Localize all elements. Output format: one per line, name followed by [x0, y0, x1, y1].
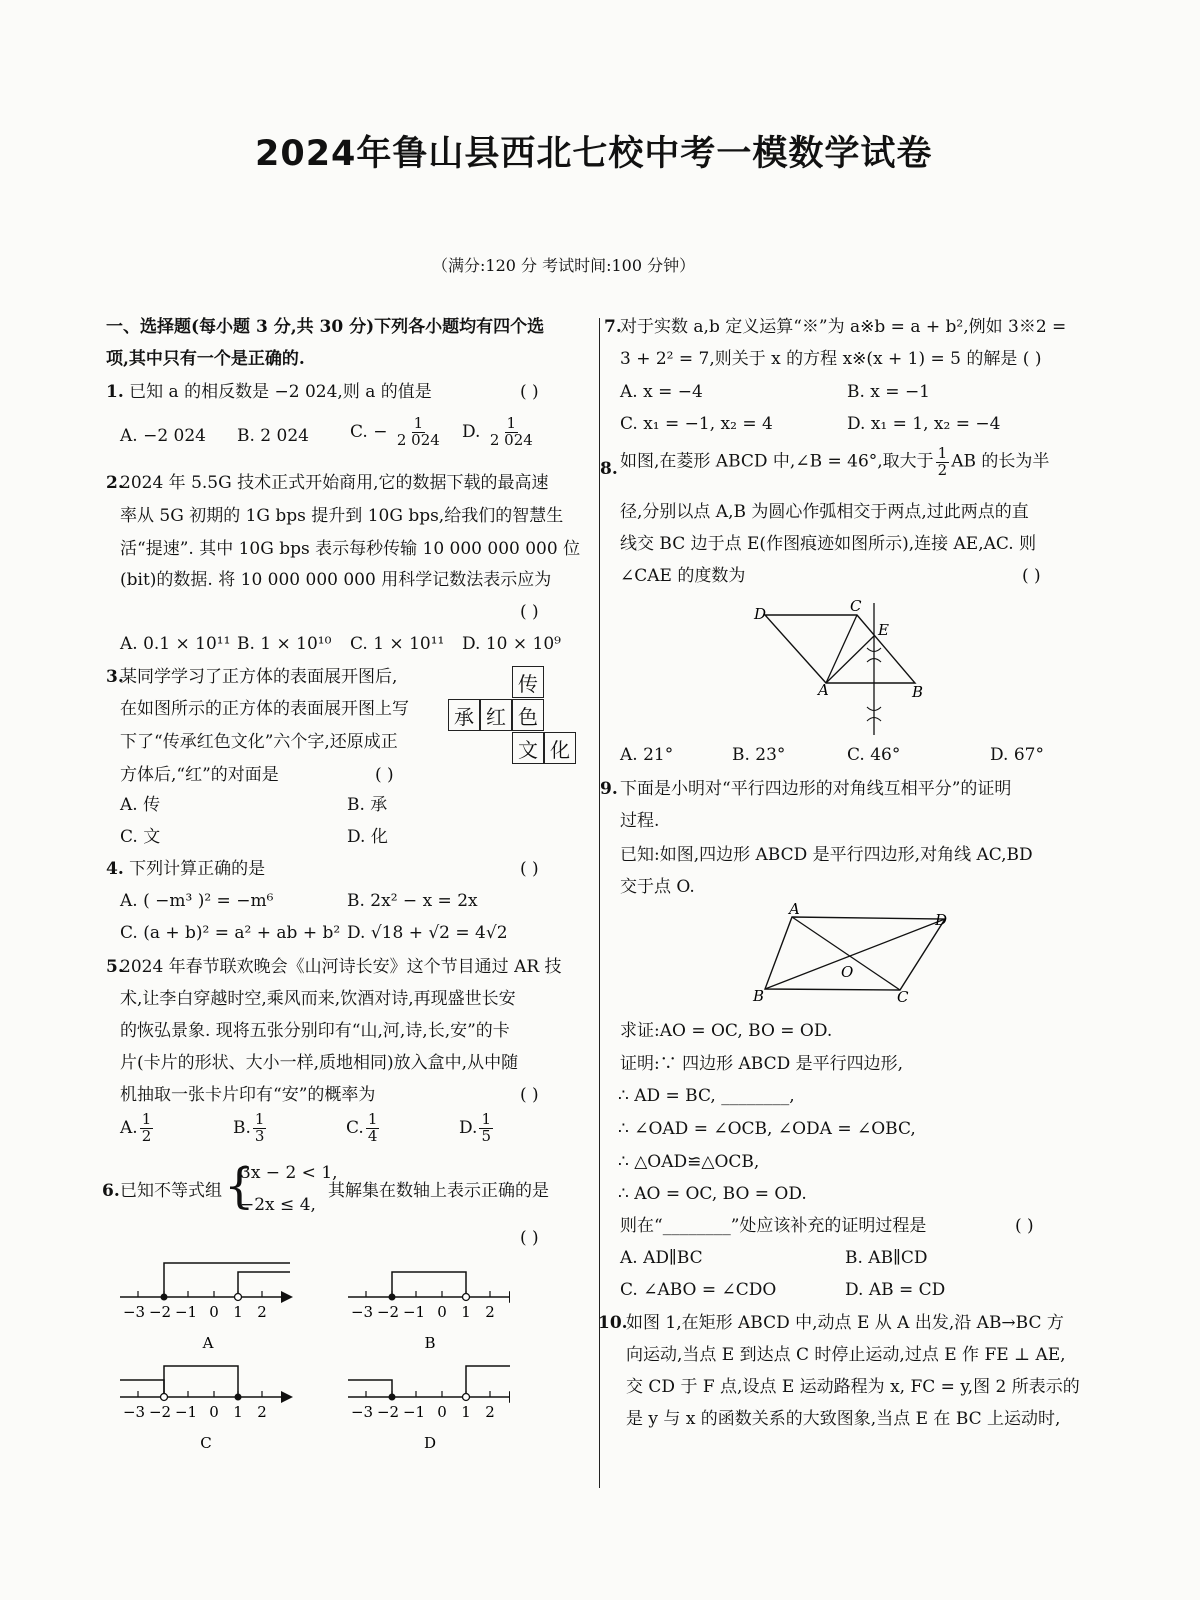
question-8-line1: [620, 446, 1049, 479]
question-text: 已知 a 的相反数是 −2 024,则 a 的值是: [129, 382, 432, 402]
question-number: 9.: [600, 779, 618, 799]
question-2-line: 率从 5G 初期的 1G bps 提升到 10G bps,给我们的智慧生: [120, 506, 564, 526]
figure-label: A: [202, 1334, 214, 1352]
question-10-line: 向运动,当点 E 到达点 C 时停止运动,过点 E 作 FE ⊥ AE,: [626, 1345, 1066, 1365]
option-b: B. 2x² − x = 2x: [347, 891, 478, 911]
point-label: C: [897, 988, 909, 1006]
question-3-line: 下了“传承红色文化”六个字,还原成正: [120, 732, 398, 752]
tick-label: 0: [209, 1403, 219, 1421]
question-9-line1: 下面是小明对“平行四边形的对角线互相平分”的证明: [620, 779, 1012, 799]
question-5-line: 机抽取一张卡片印有“安”的概率为: [120, 1085, 376, 1105]
question-9-prove: 求证:AO = OC, BO = OD.: [620, 1021, 833, 1041]
question-6-post: 其解集在数轴上表示正确的是: [328, 1181, 549, 1201]
question-8-line: ∠CAE 的度数为: [620, 566, 746, 586]
answer-bracket: ( ): [1022, 566, 1041, 586]
option-d: [459, 1112, 495, 1145]
page-title: 2024年鲁山县西北七校中考一模数学试卷: [255, 134, 933, 174]
parallelogram-figure: [745, 903, 960, 1008]
question-10-line: 是 y 与 x 的函数关系的大致图象,当点 E 在 BC 上运动时,: [626, 1409, 1061, 1429]
proof-line: 证明:∵ 四边形 ABCD 是平行四边形,: [620, 1054, 904, 1074]
numerator: 1: [481, 1110, 491, 1128]
option-b: B. 23°: [732, 745, 786, 765]
net-cell: 色: [512, 699, 544, 731]
net-cell: 文: [512, 732, 544, 764]
option-c-prefix: C. −: [350, 421, 388, 442]
figure-label: C: [200, 1434, 212, 1452]
option-b-prefix: B.: [233, 1117, 251, 1138]
tick-label: −1: [402, 1303, 426, 1321]
option-a-prefix: A.: [120, 1117, 138, 1138]
tick-label: 0: [209, 1303, 219, 1321]
question-number: 4.: [106, 859, 124, 879]
tick-label: 0: [437, 1303, 447, 1321]
numerator: 1: [506, 414, 517, 432]
answer-bracket: ( ): [375, 765, 394, 785]
option-c: [350, 416, 444, 449]
question-number: 8.: [600, 459, 618, 479]
question-9-line2: 过程.: [620, 811, 660, 831]
tick-label: 2: [257, 1303, 267, 1321]
option-d: D. x₁ = 1, x₂ = −4: [847, 414, 1001, 434]
question-number: 5.: [106, 957, 124, 977]
question-8-text: 如图,在菱形 ABCD 中,∠B = 46°,取大于: [620, 451, 934, 472]
tick-label: −1: [174, 1303, 198, 1321]
point-label: C: [850, 597, 862, 615]
proof-line: ∴ ∠OAD = ∠OCB, ∠ODA = ∠OBC,: [618, 1119, 916, 1139]
answer-bracket: ( ): [520, 1085, 539, 1105]
denominator: 5: [481, 1126, 491, 1145]
net-cell: 红: [480, 699, 512, 731]
question-text: 下列计算正确的是: [129, 859, 266, 879]
numerator: 1: [937, 444, 948, 462]
tick-label: 1: [461, 1303, 471, 1321]
section-heading-line1: 一、选择题(每小题 3 分,共 30 分)下列各小题均有四个选: [106, 317, 545, 337]
denominator: 2: [937, 460, 948, 479]
question-5-line: 的恢弘景象. 现将五张分别印有“山,河,诗,长,安”的卡: [120, 1021, 510, 1041]
option-a: A. 21°: [620, 745, 674, 765]
tick-label: 2: [485, 1403, 495, 1421]
question-1: [106, 383, 432, 403]
question-9-given2: 交于点 O.: [620, 877, 695, 897]
question-3-line: 某同学学习了正方体的表面展开图后,: [120, 667, 398, 687]
number-line-c: [120, 1366, 290, 1452]
point-label: D: [754, 605, 767, 623]
point-label: D: [935, 911, 948, 929]
tick-label: −3: [350, 1303, 374, 1321]
option-c: C. (a + b)² = a² + ab + b²: [120, 923, 341, 943]
option-b: B. 2 024: [237, 426, 309, 446]
tick-label: 2: [485, 1303, 495, 1321]
question-number: 1.: [106, 382, 124, 402]
option-a: A. ( −m³ )² = −m⁶: [120, 891, 274, 911]
option-d: D. √18 + √2 = 4√2: [347, 923, 508, 943]
figure-label: B: [424, 1334, 436, 1352]
tick-label: −3: [350, 1403, 374, 1421]
inequality-1: 3x − 2 < 1,: [240, 1163, 338, 1183]
question-8-line: 线交 BC 边于点 E(作图痕迹如图所示),连接 AE,AC. 则: [620, 534, 1037, 554]
answer-bracket: ( ): [520, 602, 539, 622]
number-line-d: [348, 1366, 510, 1452]
answer-bracket: ( ): [1015, 1216, 1034, 1236]
option-d: [462, 416, 537, 449]
question-number: 7.: [604, 317, 622, 337]
option-c-prefix: C.: [346, 1117, 364, 1138]
fraction: [479, 1112, 493, 1145]
question-2-line: 活“提速”. 其中 10G bps 表示每秒传输 10 000 000 000 位: [120, 539, 581, 559]
question-5-line: 片(卡片的形状、大小一样,质地相同)放入盒中,从中随: [120, 1053, 519, 1073]
question-7-line2: 3 + 2² = 7,则关于 x 的方程 x※(x + 1) = 5 的解是 ( ): [620, 349, 1042, 369]
fraction: [395, 416, 442, 449]
option-b: B. 1 × 10¹⁰: [237, 634, 332, 654]
option-a: A. −2 024: [120, 426, 206, 446]
section-heading-line2: 项,其中只有一个是正确的.: [106, 349, 305, 369]
point-label: O: [841, 963, 854, 981]
point-label: A: [789, 903, 800, 918]
question-number: 6.: [102, 1181, 120, 1201]
tick-label: −3: [122, 1403, 146, 1421]
rhombus-figure: [740, 595, 940, 745]
denominator: 3: [254, 1126, 265, 1145]
point-label: B: [912, 683, 924, 701]
option-a: [120, 1112, 155, 1145]
number-line-a: [120, 1263, 290, 1352]
point-label: B: [753, 987, 765, 1005]
tick-label: −2: [376, 1303, 400, 1321]
option-b: [233, 1112, 268, 1145]
option-c: C. ∠ABO = ∠CDO: [620, 1280, 777, 1300]
figure-label: D: [423, 1434, 437, 1452]
number-line-b: [348, 1272, 510, 1352]
option-d-prefix: D.: [459, 1117, 478, 1138]
system-brace: {: [224, 1158, 255, 1214]
option-a: A. x = −4: [620, 382, 703, 402]
option-d: D. 10 × 10⁹: [462, 634, 561, 654]
option-c: C. x₁ = −1, x₂ = 4: [620, 414, 773, 434]
denominator: 2 024: [396, 430, 440, 449]
question-3-line: 方体后,“红”的对面是: [120, 765, 279, 785]
fraction: [936, 446, 950, 479]
option-d: D. 化: [347, 827, 388, 847]
numerator: 1: [141, 1110, 152, 1128]
option-d-prefix: D.: [462, 421, 481, 442]
proof-line: ∴ △OAD≌△OCB,: [618, 1152, 760, 1172]
option-a: A. AD∥BC: [620, 1248, 703, 1268]
proof-line: ∴ AD = BC, ________,: [618, 1086, 795, 1106]
option-c: C. 文: [120, 827, 161, 847]
tick-label: 1: [461, 1403, 471, 1421]
question-8-text: AB 的长为半: [951, 451, 1050, 472]
tick-label: −2: [148, 1303, 172, 1321]
fraction: [253, 1112, 267, 1145]
question-3-line: 在如图所示的正方体的表面展开图上写: [120, 699, 409, 719]
denominator: 2: [141, 1126, 152, 1145]
option-a: A. 传: [120, 795, 161, 815]
question-9-given1: 已知:如图,四边形 ABCD 是平行四边形,对角线 AC,BD: [620, 845, 1033, 865]
answer-bracket: ( ): [520, 1228, 539, 1248]
tick-label: −2: [148, 1403, 172, 1421]
numerator: 1: [413, 414, 424, 432]
inequality-2: −2x ≤ 4,: [240, 1195, 316, 1215]
question-4: [106, 860, 265, 880]
question-9-ask: 则在“________”处应该补充的证明过程是: [620, 1216, 927, 1236]
fraction: [366, 1112, 380, 1145]
numerator: 1: [367, 1110, 378, 1128]
exam-info: （满分:120 分 考试时间:100 分钟）: [432, 256, 696, 275]
net-cell: 化: [544, 732, 576, 764]
question-6-pre: 已知不等式组: [120, 1181, 222, 1201]
option-b: B. AB∥CD: [845, 1248, 928, 1268]
tick-label: −1: [402, 1403, 426, 1421]
tick-label: −1: [174, 1403, 198, 1421]
net-cell: 传: [512, 666, 544, 698]
question-5-line: 2024 年春节联欢晚会《山河诗长安》这个节目通过 AR 技: [120, 957, 562, 977]
tick-label: −2: [376, 1403, 400, 1421]
question-8-line: 径,分别以点 A,B 为圆心作弧相交于两点,过此两点的直: [620, 502, 1029, 522]
tick-label: 1: [233, 1403, 243, 1421]
option-d: D. AB = CD: [845, 1280, 946, 1300]
tick-label: 2: [257, 1403, 267, 1421]
question-number: 3.: [106, 667, 124, 687]
net-cell: 承: [448, 699, 480, 731]
tick-label: 0: [437, 1403, 447, 1421]
question-5-line: 术,让李白穿越时空,乘风而来,饮酒对诗,再现盛世长安: [120, 989, 516, 1009]
question-2-line: 2024 年 5.5G 技术正式开始商用,它的数据下载的最高速: [120, 473, 549, 493]
question-number: 2.: [106, 473, 124, 493]
question-7-line1: 对于实数 a,b 定义运算“※”为 a※b = a + b²,例如 3※2 =: [620, 317, 1067, 337]
fraction: [488, 416, 535, 449]
tick-label: −3: [122, 1303, 146, 1321]
proof-line: ∴ AO = OC, BO = OD.: [618, 1184, 807, 1204]
point-label: A: [818, 681, 829, 699]
question-2-line: (bit)的数据. 将 10 000 000 000 用科学记数法表示应为: [120, 570, 552, 590]
option-c: [346, 1112, 381, 1145]
denominator: 2 024: [489, 430, 533, 449]
option-b: B. 承: [347, 795, 388, 815]
answer-bracket: ( ): [520, 859, 539, 879]
denominator: 4: [367, 1126, 378, 1145]
fraction: [140, 1112, 154, 1145]
option-b: B. x = −1: [847, 382, 930, 402]
question-10-line: 如图 1,在矩形 ABCD 中,动点 E 从 A 出发,沿 AB→BC 方: [626, 1313, 1064, 1333]
numerator: 1: [254, 1110, 265, 1128]
answer-bracket: ( ): [520, 382, 539, 402]
option-c: C. 1 × 10¹¹: [350, 634, 445, 654]
question-number: 10.: [598, 1313, 628, 1333]
option-c: C. 46°: [847, 745, 901, 765]
question-10-line: 交 CD 于 F 点,设点 E 运动路程为 x, FC = y,图 2 所表示的: [626, 1377, 1080, 1397]
number-line-figures: [110, 1250, 510, 1460]
point-label: E: [878, 621, 889, 639]
option-d: D. 67°: [990, 745, 1044, 765]
option-a: A. 0.1 × 10¹¹: [120, 634, 231, 654]
tick-label: 1: [233, 1303, 243, 1321]
